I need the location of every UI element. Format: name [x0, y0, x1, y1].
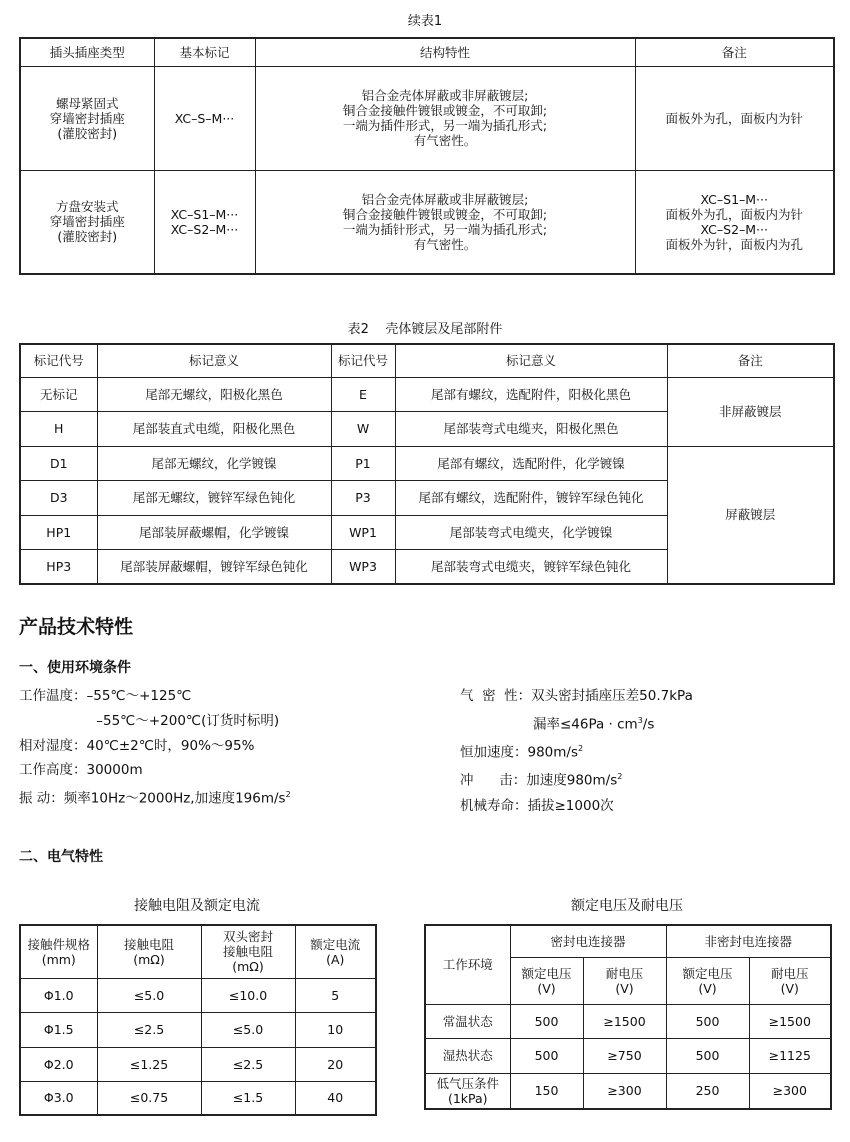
t3-header-resistance: 接触电阻 (mΩ): [97, 925, 201, 978]
t3-cell: Φ3.0: [20, 1081, 97, 1115]
t2-header-code1: 标记代号: [20, 344, 97, 377]
table2: [19, 343, 835, 585]
t2-cell: W: [331, 411, 395, 446]
env-shock: [460, 765, 693, 793]
t2-header-meaning1: 标记意义: [97, 344, 331, 377]
t4-cell: 500: [666, 1004, 749, 1038]
t3-cell: ≤2.5: [97, 1012, 201, 1047]
t2-cell: 尾部装屏蔽螺帽，镀锌军绿色钝化: [97, 549, 331, 584]
t4-cell: 常温状态: [425, 1004, 510, 1038]
t3-cell: ≤5.0: [97, 978, 201, 1012]
t2-header-note: 备注: [667, 344, 834, 377]
t2-cell: D3: [20, 480, 97, 515]
t4-cell: 500: [510, 1038, 583, 1073]
t2-header-meaning2: 标记意义: [395, 344, 667, 377]
t2-cell: 尾部有螺纹，选配附件，镀锌军绿色钝化: [395, 480, 667, 515]
t4-cell: 250: [666, 1073, 749, 1109]
env-temp: 工作温度：–55℃～+125℃: [19, 688, 192, 704]
t4-header-env: 工作环境: [425, 925, 510, 1004]
t3-cell: 40: [295, 1081, 376, 1115]
env-shock-text: 冲 击：加速度980m/s: [460, 772, 618, 789]
t4-sub-rated-voltage: 额定电压 (V): [510, 957, 583, 1004]
t4-cell: ≥300: [749, 1073, 831, 1109]
env-leak-text: 漏率≤46Pa · cm: [460, 716, 638, 733]
t2-cell: D1: [20, 446, 97, 480]
t1-header-structure: 结构特性: [255, 38, 635, 66]
t3-cell: ≤0.75: [97, 1081, 201, 1115]
t3-header-spec: 接触件规格 (mm): [20, 925, 97, 978]
t4-cell: 低气压条件 (1kPa): [425, 1073, 510, 1109]
t4-sub-withstand-voltage: 耐电压 (V): [583, 957, 666, 1004]
env-left-list: [19, 684, 291, 811]
env-vibration-text: 振 动：频率10Hz～2000Hz,加速度196m/s: [19, 790, 286, 807]
t4-cell: 150: [510, 1073, 583, 1109]
t2-cell: 尾部无螺纹，镀锌军绿色钝化: [97, 480, 331, 515]
superscript: 2: [285, 790, 291, 800]
t1-row2-mark: XC–S1–M··· XC–S2–M···: [154, 170, 255, 274]
t2-cell: 尾部装弯式电缆夹，化学镀镍: [395, 515, 667, 549]
t2-cell: WP1: [331, 515, 395, 549]
t1-row1-type: 螺母紧固式 穿墙密封插座 (灌胶密封): [20, 66, 154, 170]
t2-note-shielded: 屏蔽镀层: [667, 446, 834, 584]
t2-cell: 尾部装弯式电缆夹，阳极化黑色: [395, 411, 667, 446]
t2-cell: 尾部有螺纹，选配附件，阳极化黑色: [395, 377, 667, 411]
t3-cell: 5: [295, 978, 376, 1012]
t2-note-unshielded: 非屏蔽镀层: [667, 377, 834, 446]
t3-header-double-resistance: 双头密封 接触电阻 (mΩ): [201, 925, 295, 978]
t2-cell: HP3: [20, 549, 97, 584]
env-leak-tail: /s: [642, 716, 655, 733]
t3-cell: ≤5.0: [201, 1012, 295, 1047]
t1-row1-mark: XC–S–M···: [154, 66, 255, 170]
t1-row2-type: 方盘安装式 穿墙密封插座 (灌胶密封): [20, 170, 154, 274]
t4-cell: 500: [666, 1038, 749, 1073]
env-right-list: [460, 684, 693, 818]
t3-header-current: 额定电流 (A): [295, 925, 376, 978]
env-humidity: 相对湿度：40℃±2℃时，90%～95%: [19, 737, 255, 754]
t2-cell: WP3: [331, 549, 395, 584]
superscript: 2: [617, 772, 623, 782]
table4: [424, 924, 832, 1110]
t2-cell: 尾部无螺纹，化学镀镍: [97, 446, 331, 480]
t4-sub-withstand-voltage: 耐电压 (V): [749, 957, 831, 1004]
t1-row1-structure: 铝合金壳体屏蔽或非屏蔽镀层; 铜合金接触件镀银或镀金，不可取卸; 一端为插件形式，另一端为插孔形式; 有气密性。: [255, 66, 635, 170]
env-temp-ext: –55℃～+200℃(订货时标明): [19, 712, 280, 729]
env-leak: [460, 709, 693, 737]
section-title: 产品技术特性: [19, 616, 134, 638]
t1-row2-note: XC–S1–M··· 面板外为孔，面板内为针 XC–S2–M··· 面板外为针，面板内为孔: [635, 170, 834, 274]
t4-cell: ≥1125: [749, 1038, 831, 1073]
env-vibration: [19, 783, 291, 811]
t2-header-code2: 标记代号: [331, 344, 395, 377]
t3-cell: Φ2.0: [20, 1047, 97, 1081]
t3-cell: 10: [295, 1012, 376, 1047]
superscript: 2: [578, 744, 584, 754]
table1: [19, 37, 835, 275]
t4-cell: ≥750: [583, 1038, 666, 1073]
t2-cell: 无标记: [20, 377, 97, 411]
t2-cell: H: [20, 411, 97, 446]
t2-cell: 尾部装直式电缆，阳极化黑色: [97, 411, 331, 446]
t2-cell: 尾部装弯式电缆夹，镀锌军绿色钝化: [395, 549, 667, 584]
t4-cell: 500: [510, 1004, 583, 1038]
table4-caption: 额定电压及耐电压: [571, 898, 683, 914]
t2-cell: HP1: [20, 515, 97, 549]
t3-cell: ≤1.25: [97, 1047, 201, 1081]
t4-group-sealed: 密封电连接器: [510, 925, 666, 957]
t3-cell: ≤1.5: [201, 1081, 295, 1115]
t2-cell: E: [331, 377, 395, 411]
t4-sub-rated-voltage: 额定电压 (V): [666, 957, 749, 1004]
table2-caption: 表2 壳体镀层及尾部附件: [347, 322, 503, 337]
t1-header-type: 插头插座类型: [20, 38, 154, 66]
t3-cell: Φ1.0: [20, 978, 97, 1012]
elec-title: 二、电气特性: [19, 849, 103, 865]
t2-cell: P3: [331, 480, 395, 515]
env-title: 一、使用环境条件: [19, 660, 131, 676]
t3-cell: ≤10.0: [201, 978, 295, 1012]
env-acceleration: [460, 737, 693, 765]
t3-cell: 20: [295, 1047, 376, 1081]
t4-cell: ≥1500: [583, 1004, 666, 1038]
t4-group-unsealed: 非密封电连接器: [666, 925, 831, 957]
env-altitude: 工作高度：30000m: [19, 762, 143, 779]
table3: [19, 924, 377, 1116]
t1-row1-note: 面板外为孔，面板内为针: [635, 66, 834, 170]
t4-cell: ≥300: [583, 1073, 666, 1109]
t2-cell: 尾部无螺纹，阳极化黑色: [97, 377, 331, 411]
table3-caption: 接触电阻及额定电流: [134, 898, 260, 914]
t2-cell: P1: [331, 446, 395, 480]
t4-cell: 湿热状态: [425, 1038, 510, 1073]
env-life: 机械寿命：插拔≥1000次: [460, 797, 614, 814]
t3-cell: Φ1.5: [20, 1012, 97, 1047]
t2-cell: 尾部有螺纹，选配附件，化学镀镍: [395, 446, 667, 480]
t2-cell: 尾部装屏蔽螺帽，化学镀镍: [97, 515, 331, 549]
table1-caption: 续表1: [407, 14, 443, 29]
superscript: 3: [637, 715, 643, 725]
t1-header-mark: 基本标记: [154, 38, 255, 66]
t1-header-note: 备注: [635, 38, 834, 66]
t1-row2-structure: 铝合金壳体屏蔽或非屏蔽镀层; 铜合金接触件镀银或镀金，不可取卸; 一端为插针形式，另一端为插孔形式; 有气密性。: [255, 170, 635, 274]
t4-cell: ≥1500: [749, 1004, 831, 1038]
env-acceleration-text: 恒加速度：980m/s: [460, 744, 578, 761]
env-airtight: 气 密 性：双头密封插座压差50.7kPa: [460, 688, 693, 704]
t3-cell: ≤2.5: [201, 1047, 295, 1081]
